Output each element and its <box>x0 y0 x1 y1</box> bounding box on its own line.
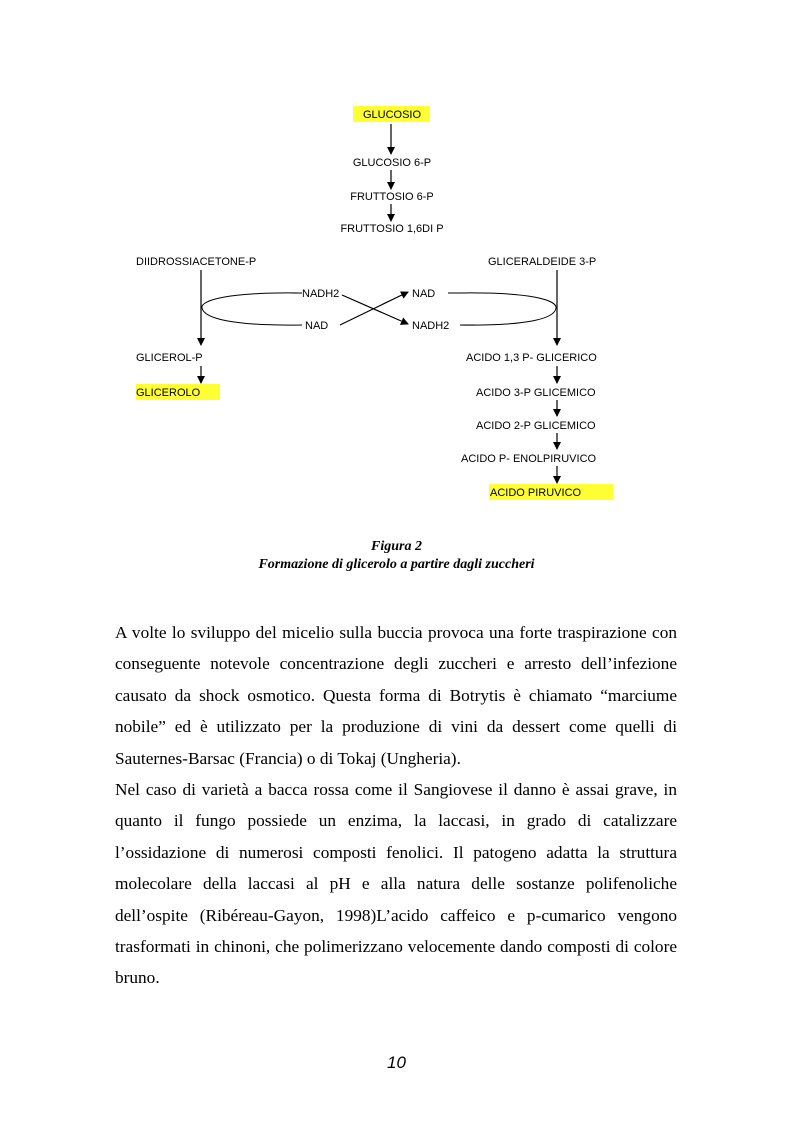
page-number: 10 <box>387 1053 406 1072</box>
label-nadh2-right: NADH2 <box>412 320 450 332</box>
label-acido-enolpiruvico: ACIDO P- ENOLPIRUVICO <box>461 453 597 465</box>
label-glucosio-6p: GLUCOSIO 6-P <box>352 157 432 169</box>
label-acido-piruvico: ACIDO PIRUVICO <box>490 487 582 499</box>
glycolysis-diagram <box>0 0 793 520</box>
label-nad-right: NAD <box>412 288 436 300</box>
label-glicerolo: GLICEROLO <box>136 387 201 399</box>
body-text <box>115 617 677 994</box>
left-cycle-curve <box>202 293 302 325</box>
label-glicerol-p: GLICEROL-P <box>136 352 203 364</box>
label-fruttosio-16dip: FRUTTOSIO 1,6DI P <box>340 223 444 235</box>
label-gliceraldeide: GLICERALDEIDE 3-P <box>488 256 597 268</box>
label-acido-2p: ACIDO 2-P GLICEMICO <box>476 420 596 432</box>
right-cycle-curve <box>460 293 556 325</box>
label-nadh2-left: NADH2 <box>302 288 340 300</box>
label-acido-3p: ACIDO 3-P GLICEMICO <box>476 387 596 399</box>
label-glucosio: GLUCOSIO <box>362 109 422 121</box>
label-fruttosio-6p: FRUTTOSIO 6-P <box>350 191 434 203</box>
label-nad-left: NAD <box>305 320 329 332</box>
figure-label: Figura 2 <box>371 539 422 554</box>
label-diidrossiacetone: DIIDROSSIACETONE-P <box>136 256 257 268</box>
figure-caption: Formazione di glicerolo a partire dagli zuccheri <box>258 557 535 572</box>
paragraph-2: Nel caso di varietà a bacca rossa come il Sangiovese il danno è assai grave, in quanto il fungo possiede un enzima, la laccasi, in grado di catalizzare l’ossidazione di numerosi composti fenolici. Il patogeno adatta la struttura molecolare della laccasi al pH e alla natura delle sostanze polifenoliche dell’ospite (Ribéreau-Gayon, 1998)L’acido caffeico e p-cumarico vengono trasformati in chinoni, che polimerizzano velocemente dando composti di colore bruno. <box>115 780 677 988</box>
paragraph-1: A volte lo sviluppo del micelio sulla buccia provoca una forte traspirazione con conseguente notevole concentrazione degli zuccheri e arresto dell’infezione causato da shock osmotico. Questa forma di Botrytis è chiamato “marciume nobile” ed è utilizzato per la produzione di vini da dessert come quelli di Sauternes-Barsac (Francia) o di Tokaj (Ungheria). <box>115 623 677 768</box>
label-acido-13: ACIDO 1,3 P- GLICERICO <box>466 352 597 364</box>
